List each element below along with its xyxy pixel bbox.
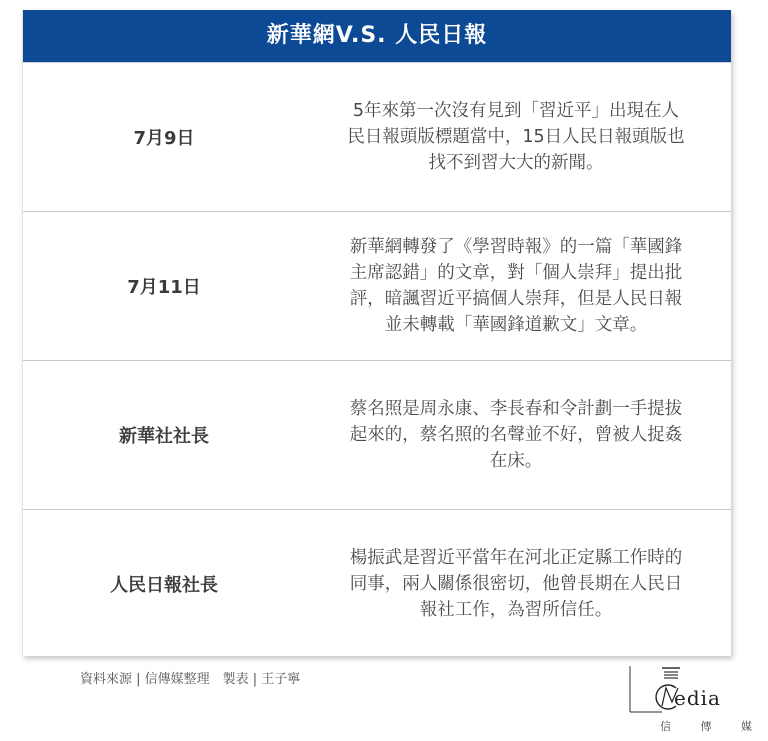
table-body: [23, 62, 731, 656]
row-label: 人民日報社長: [110, 575, 218, 596]
row-text: 5年來第一次沒有見到「習近平」出現在人 民日報頭版標題當中，15日人民日報頭版也 找不到習大大的新聞。: [347, 101, 685, 173]
row-label: 7月11日: [127, 277, 201, 298]
comparison-card: [22, 10, 731, 656]
cmedia-logo: [626, 662, 756, 736]
table-row: [23, 212, 731, 361]
logo-char: 信: [660, 720, 671, 733]
logo-char: 媒: [741, 720, 752, 733]
table-header: [23, 10, 731, 62]
source-credit: 資料來源 | 信傳媒整理 製表 | 王子寧: [80, 672, 301, 687]
row-text: 楊振武是習近平當年在河北正定縣工作時的 同事，兩人關係很密切，他曾長期在人民日 報社工作，為習所信任。: [349, 548, 683, 620]
row-label: 新華社社長: [119, 426, 209, 447]
table-title: 新華網V.S. 人民日報: [266, 23, 488, 48]
logo-chinese: [660, 718, 752, 734]
table-row: [23, 361, 731, 510]
logo-char: 傳: [700, 720, 712, 733]
logo-wordmark: edia: [674, 686, 721, 710]
row-text: 新華網轉發了《學習時報》的一篇「華國鋒 主席認錯」的文章，對「個人崇拜」提出批 評，暗諷習近平搞個人崇拜，但是人民日報 並未轉載「華國鋒道歉文」文章。: [349, 237, 683, 335]
row-label: 7月9日: [133, 128, 195, 149]
table-row: [23, 63, 731, 212]
table-row: [23, 510, 731, 656]
row-text: 蔡名照是周永康、李長春和令計劃一手提拔 起來的，蔡名照的名聲並不好，曾被人捉姦 在床。: [349, 399, 683, 471]
